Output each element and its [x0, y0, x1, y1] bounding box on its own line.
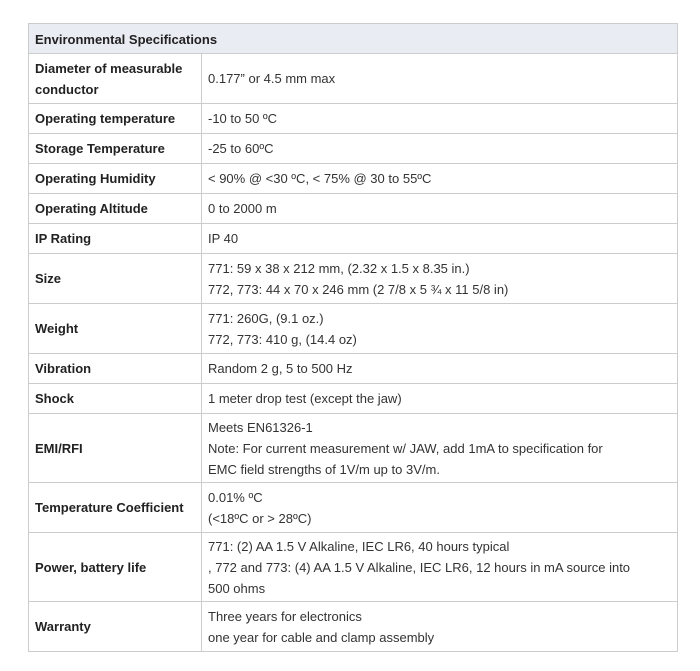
row-value [202, 414, 678, 483]
table-header-row [29, 24, 678, 54]
row-label: Diameter of measurable conductor [29, 54, 202, 104]
row-label: Storage Temperature [29, 134, 202, 164]
value-line: (<18ºC or > 28ºC) [208, 510, 312, 526]
row-value [202, 164, 678, 194]
row-value [202, 224, 678, 254]
value-line: 1 meter drop test (except the jaw) [208, 391, 402, 406]
row-label: Operating Altitude [29, 194, 202, 224]
value-line: Note: For current measurement w/ JAW, add 1mA to specification for [208, 440, 603, 456]
value-line: 772, 773: 44 x 70 x 246 mm (2 7/8 x 5 ¾ x 11 5/8 in) [208, 281, 509, 297]
value-line: < 90% @ <30 ºC, < 75% @ 30 to 55ºC [208, 171, 432, 186]
row-value [202, 254, 678, 304]
table-row [29, 414, 678, 483]
row-value [202, 354, 678, 384]
row-label: Size [29, 254, 202, 304]
value-line: 500 ohms [208, 580, 266, 596]
value-line: 0 to 2000 m [208, 201, 277, 216]
table-row [29, 533, 678, 602]
table-row [29, 134, 678, 164]
value-line: , 772 and 773: (4) AA 1.5 V Alkaline, IEC LR6, 12 hours in mA source into [208, 559, 631, 575]
value-line: one year for cable and clamp assembly [208, 629, 435, 645]
row-label: EMI/RFI [29, 414, 202, 483]
row-label: Operating temperature [29, 104, 202, 134]
row-label: Power, battery life [29, 533, 202, 602]
value-line: 771: 260G, (9.1 oz.) [208, 310, 324, 326]
row-value [202, 384, 678, 414]
value-line: Meets EN61326-1 [208, 419, 313, 435]
table-row [29, 354, 678, 384]
value-line: IP 40 [208, 231, 239, 246]
table-row [29, 254, 678, 304]
table-row [29, 104, 678, 134]
value-line: 0.177” or 4.5 mm max [208, 71, 336, 86]
value-line: Three years for electronics [208, 608, 362, 624]
table-title: Environmental Specifications [29, 24, 678, 54]
row-label: Operating Humidity [29, 164, 202, 194]
value-line: 0.01% ºC [208, 489, 263, 505]
row-value [202, 134, 678, 164]
row-label: Weight [29, 304, 202, 354]
value-line: EMC field strengths of 1V/m up to 3V/m. [208, 461, 440, 477]
row-label: Shock [29, 384, 202, 414]
table-row [29, 304, 678, 354]
table-row [29, 224, 678, 254]
table-row [29, 54, 678, 104]
value-line: 771: (2) AA 1.5 V Alkaline, IEC LR6, 40 hours typical [208, 538, 510, 554]
row-value [202, 602, 678, 652]
value-line: -25 to 60ºC [208, 141, 274, 156]
row-label: Vibration [29, 354, 202, 384]
environmental-specifications-table [28, 23, 678, 652]
row-value [202, 194, 678, 224]
table-row [29, 194, 678, 224]
row-label: IP Rating [29, 224, 202, 254]
value-line: 772, 773: 410 g, (14.4 oz) [208, 331, 357, 347]
row-value [202, 54, 678, 104]
row-value [202, 533, 678, 602]
table-row [29, 384, 678, 414]
value-line: 771: 59 x 38 x 212 mm, (2.32 x 1.5 x 8.35 in.) [208, 260, 470, 276]
value-line: Random 2 g, 5 to 500 Hz [208, 361, 353, 376]
row-value [202, 304, 678, 354]
table-row [29, 483, 678, 533]
row-value [202, 483, 678, 533]
table-row [29, 602, 678, 652]
value-line: -10 to 50 ºC [208, 111, 278, 126]
row-value [202, 104, 678, 134]
row-label: Warranty [29, 602, 202, 652]
table-row [29, 164, 678, 194]
row-label: Temperature Coefficient [29, 483, 202, 533]
